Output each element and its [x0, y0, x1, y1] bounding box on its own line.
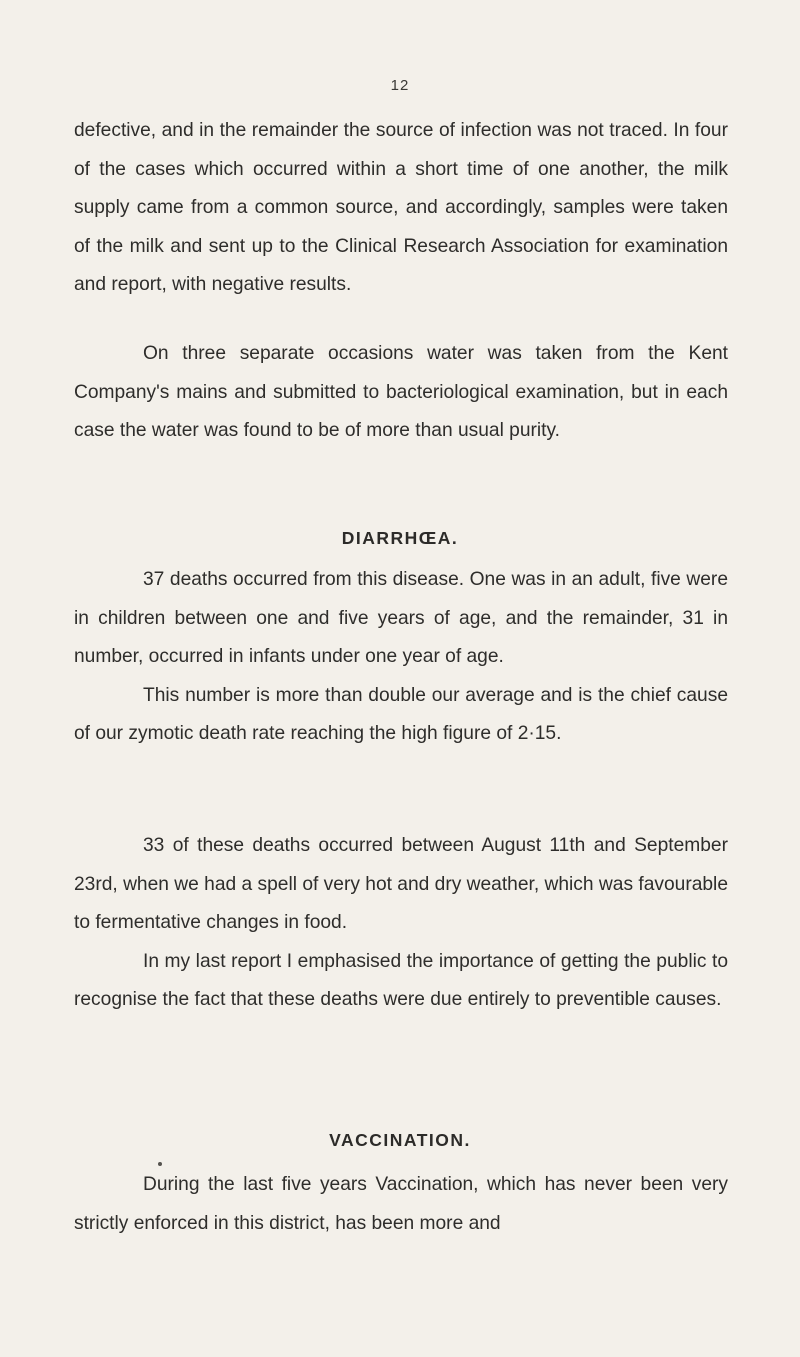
paragraph-milk-supply: defective, and in the remainder the source of infection was not traced. In four of the cases which occurred within a short time of one another, the milk supply came from a common source, and accordingly, samples were taken of the milk and sent up to the Clinical Research Association for examination and report, with negative results. [74, 120, 728, 295]
paragraph-preventible-causes: In my last report I emphasised the importance of getting the public to recognise the fact that these deaths were due entirely to preventible causes. [74, 950, 728, 1010]
section-heading-diarrhoea: DIARRHŒA. [341, 528, 459, 548]
text-block-weather [74, 827, 728, 1020]
text-block-deaths [74, 561, 728, 754]
text-block-infection [74, 112, 728, 305]
paragraph-death-rate: This number is more than double our average and is the chief cause of our zymotic death rate reaching the high figure of 2·15. [74, 684, 728, 744]
paragraph-hot-weather: 33 of these deaths occurred between August 11th and September 23rd, when we had a spell of very hot and dry weather, which was favourable to fermentative changes in food. [74, 835, 728, 933]
text-block-water [74, 335, 728, 451]
paragraph-vaccination: During the last five years Vaccination, which has never been very strictly enforced in this district, has been more and [74, 1174, 728, 1234]
section-heading-vaccination: VACCINATION. [329, 1130, 471, 1150]
page-number: 12 [390, 77, 410, 94]
paragraph-deaths-count: 37 deaths occurred from this disease. One was in an adult, five were in children between one and five years of age, and the remainder, 31 in number, occurred in infants under one year of age. [74, 569, 728, 667]
text-block-vaccination [74, 1166, 728, 1243]
paragraph-water-examination: On three separate occasions water was taken from the Kent Company's mains and submitted to bacteriological examination, but in each case the water was found to be of more than usual purity. [74, 343, 728, 441]
